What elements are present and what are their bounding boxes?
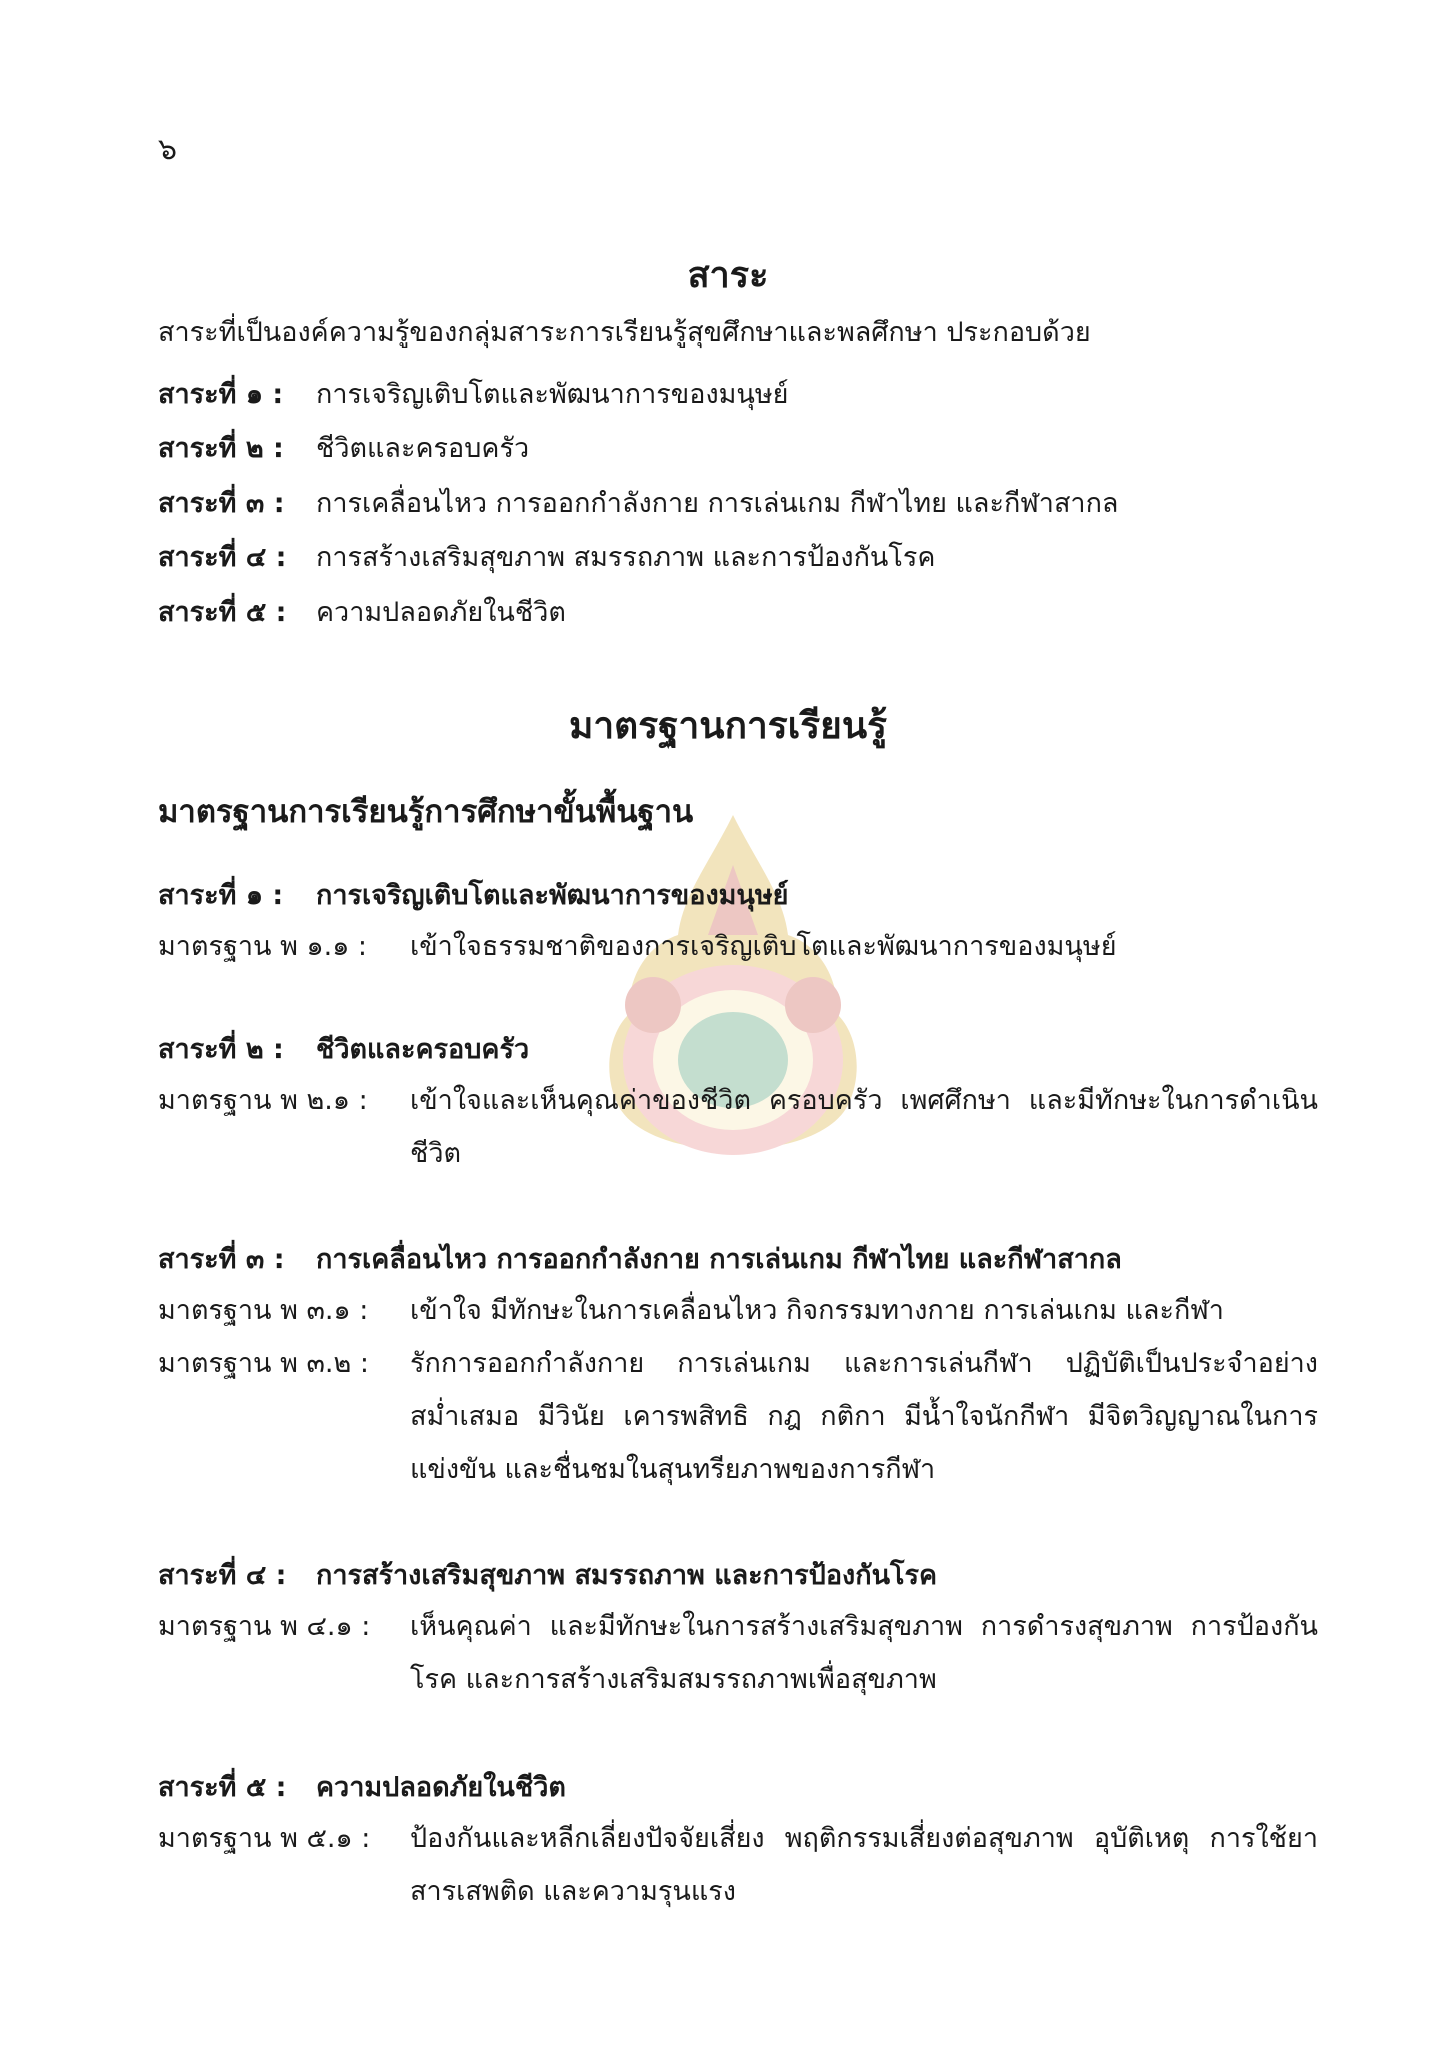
section-strand-4 (158, 1548, 1318, 1706)
section-key: สาระที่ ๑ : (158, 879, 284, 911)
standard-item (158, 1284, 1318, 1337)
standard-label: มาตรฐาน พ ๑.๑ : (158, 931, 368, 962)
section-title: การสร้างเสริมสุขภาพ สมรรถภาพ และการป้องกันโรค (316, 1559, 938, 1591)
section-strand-5 (158, 1760, 1318, 1918)
strand-text: การสร้างเสริมสุขภาพ สมรรถภาพ และการป้องกันโรค (316, 542, 936, 574)
standard-text: เข้าใจธรรมชาติของการเจริญเติบโตและพัฒนาการของมนุษย์ (410, 931, 1117, 962)
section-key: สาระที่ ๓ : (158, 1243, 285, 1275)
sara-heading: สาระ (687, 255, 769, 296)
standard-item (158, 1812, 1318, 1918)
strand-key: สาระที่ ๑ : (158, 378, 284, 410)
strand-item (158, 584, 1118, 639)
standard-label: มาตรฐาน พ ๓.๒ : (158, 1348, 369, 1379)
standard-text: ป้องกันและหลีกเลี่ยงปัจจัยเสี่ยง พฤติกรรมเสี่ยงต่อสุขภาพ อุบัติเหตุ การใช้ยา สารเสพติด และความรุนแรง (410, 1823, 1318, 1907)
standard-label: มาตรฐาน พ ๔.๑ : (158, 1611, 371, 1642)
section-heading (158, 1022, 1318, 1074)
section-heading (158, 1760, 1318, 1812)
standard-label: มาตรฐาน พ ๓.๑ : (158, 1295, 369, 1326)
section-heading (158, 1548, 1318, 1600)
standard-label: มาตรฐาน พ ๕.๑ : (158, 1823, 371, 1854)
standard-label: มาตรฐาน พ ๒.๑ : (158, 1085, 368, 1116)
section-title: การเจริญเติบโตและพัฒนาการของมนุษย์ (316, 879, 789, 911)
strand-key: สาระที่ ๔ : (158, 542, 287, 574)
section-heading (158, 868, 1318, 920)
standard-item (158, 920, 1318, 973)
strand-key: สาระที่ ๕ : (158, 596, 287, 628)
section-heading (158, 1232, 1318, 1284)
section-key: สาระที่ ๔ : (158, 1559, 287, 1591)
standard-text: รักการออกกำลังกาย การเล่นเกม และการเล่นกีฬา ปฏิบัติเป็นประจำอย่างสม่ำเสมอ มีวินัย เคารพสิทธิ กฎ กติกา มีน้ำใจนักกีฬา มีจิตวิญญาณในการแข่งขัน และชื่นชมในสุนทรียภาพของการกีฬา (410, 1348, 1318, 1485)
intro-text: สาระที่เป็นองค์ความรู้ของกลุ่มสาระการเรียนรู้สุขศึกษาและพลศึกษา ประกอบด้วย (158, 317, 1091, 348)
standards-heading: มาตรฐานการเรียนรู้ (569, 704, 887, 747)
strand-text: การเจริญเติบโตและพัฒนาการของมนุษย์ (316, 378, 789, 410)
strand-item (158, 530, 1118, 585)
section-title: ความปลอดภัยในชีวิต (316, 1771, 566, 1803)
section-key: สาระที่ ๒ : (158, 1033, 284, 1065)
standard-item (158, 1337, 1318, 1496)
standard-item (158, 1600, 1318, 1706)
section-title: ชีวิตและครอบครัว (316, 1033, 530, 1065)
strand-list (158, 366, 1118, 639)
standard-text: เข้าใจและเห็นคุณค่าของชีวิต ครอบครัว เพศศึกษา และมีทักษะในการดำเนินชีวิต (410, 1085, 1318, 1169)
strand-key: สาระที่ ๓ : (158, 487, 285, 519)
section-strand-2 (158, 1022, 1318, 1180)
section-strand-3 (158, 1232, 1318, 1496)
strand-item (158, 421, 1118, 476)
standard-text: เห็นคุณค่า และมีทักษะในการสร้างเสริมสุขภาพ การดำรงสุขภาพ การป้องกันโรค และการสร้างเสริมสมรรถภาพเพื่อสุขภาพ (410, 1611, 1318, 1695)
section-strand-1 (158, 868, 1318, 973)
strand-text: ความปลอดภัยในชีวิต (316, 596, 566, 628)
strand-item (158, 366, 1118, 421)
strand-text: ชีวิตและครอบครัว (316, 433, 530, 465)
section-title: การเคลื่อนไหว การออกกำลังกาย การเล่นเกม กีฬาไทย และกีฬาสากล (316, 1243, 1122, 1275)
standards-subheading: มาตรฐานการเรียนรู้การศึกษาขั้นพื้นฐาน (158, 794, 694, 830)
strand-key: สาระที่ ๒ : (158, 433, 284, 465)
section-key: สาระที่ ๕ : (158, 1771, 287, 1803)
page-number: ๖ (158, 132, 178, 167)
strand-text: การเคลื่อนไหว การออกกำลังกาย การเล่นเกม กีฬาไทย และกีฬาสากล (316, 487, 1119, 519)
strand-item (158, 475, 1118, 530)
standard-item (158, 1074, 1318, 1180)
standard-text: เข้าใจ มีทักษะในการเคลื่อนไหว กิจกรรมทางกาย การเล่นเกม และกีฬา (410, 1295, 1224, 1326)
